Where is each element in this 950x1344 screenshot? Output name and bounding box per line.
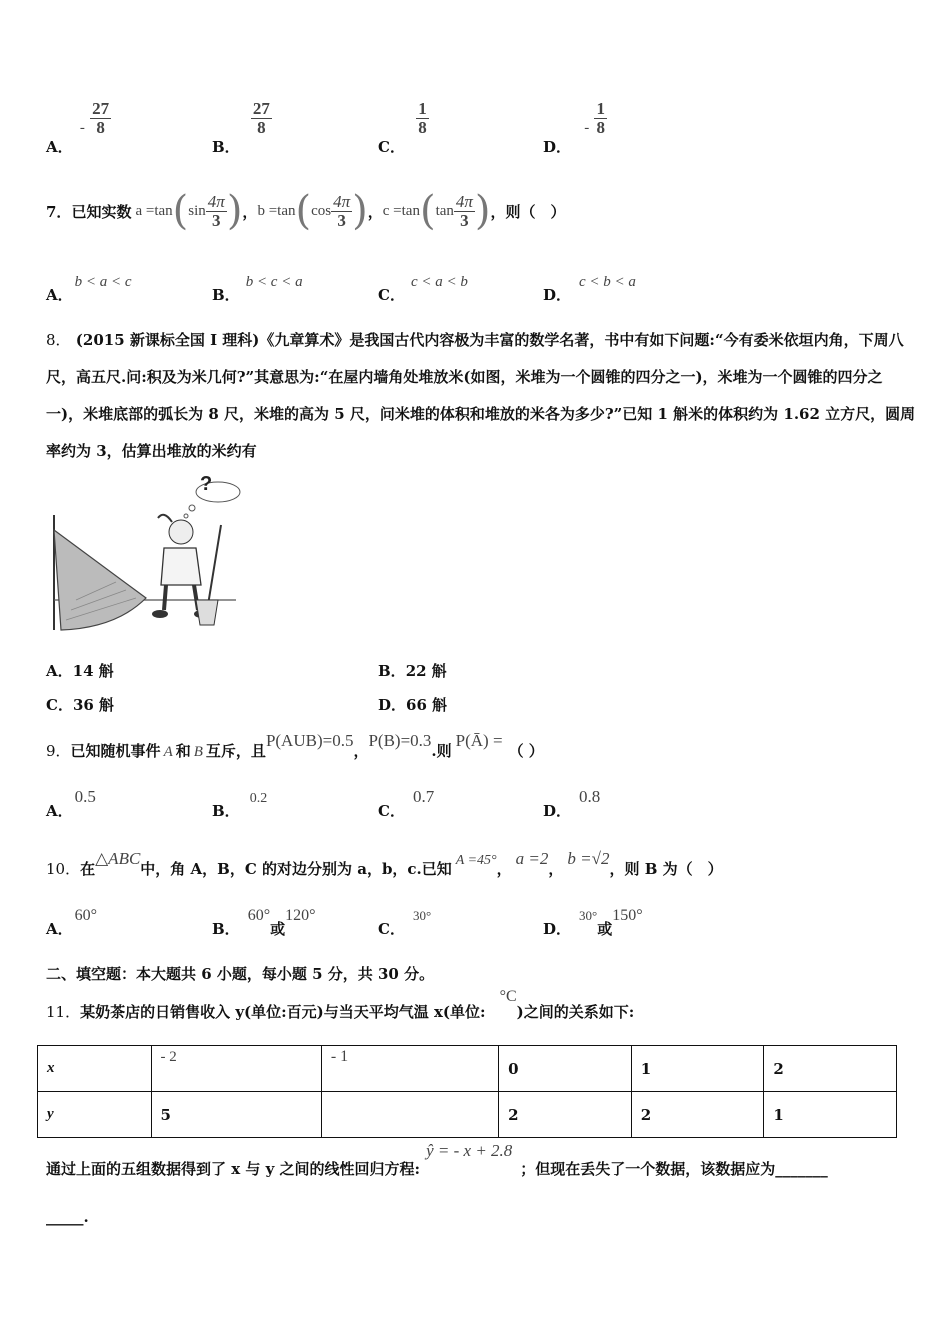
shovel-blade [196, 600, 218, 625]
q6-option-c: C． $\frac{1}{8}$ [378, 99, 427, 157]
table-cell: 2 [764, 1046, 897, 1092]
table-row [38, 1046, 897, 1092]
table-row [38, 1092, 897, 1138]
q6-option-b: B． $\frac{27}{8}$ [212, 99, 270, 157]
table-cell: 1 [631, 1046, 764, 1092]
q8-option-a: A．14 斛 [46, 662, 114, 680]
q7-option-d: D．c < b < a [543, 274, 636, 304]
q10-option-a: A．60° [46, 907, 98, 938]
q10-option-b: B．60°或120° [212, 907, 316, 938]
table-header-x: x [38, 1046, 152, 1092]
table-header-y: y [38, 1092, 152, 1138]
q7-option-b: B．b < c < a [212, 274, 303, 304]
q6-a-fraction: $\frac{27}{8}$ [92, 99, 110, 137]
q10-option-c: C．30° [378, 908, 432, 938]
table-cell: 2 [499, 1092, 632, 1138]
q6-option-d: D． - $\frac{1}{8}$ [543, 99, 605, 157]
q7-stem: 7． 已知实数 a =tan ( sin $\frac{4\pi}{3}$ ) ， b =tan ( cos $\frac{4\pi}{3}$ ) ， c =tan ( tan $\frac{4\pi}{3}$ ) ，则（ ） [46, 188, 566, 234]
table-cell: 5 [151, 1092, 321, 1138]
q9-stem: 9．已知随机事件 A 和 B 互斥，且P(AUB)=0.5，P(B)=0.3.则P(Ā) =（ ） [46, 731, 544, 760]
question-mark-icon: ? [200, 473, 213, 495]
q10-option-d: D．30°或150° [543, 907, 643, 938]
section-heading: 二、填空题：本大题共 6 小题，每小题 5 分，共 30 分。 [46, 965, 435, 983]
q9-option-c: C．0.7 [378, 787, 435, 820]
q8-stem: 8． (2015 新课标全国 I 理科)《九章算术》是我国古代内容极为丰富的数学名著，书中有如下问题:“今有委米依垣内角，下周八尺，高五尺.问:积及为米几何?”其意思为:“在屋内墙角处堆放米(如图，米堆为一个圆锥的四分之一)，米堆为一个圆锥的四分之一)，米堆底部的弧长为 8 尺，米堆的高为 5 尺，问米堆的体积和堆放的米各为多少?”已知 1 斛米的体积约为 1.62 立方尺，圆周率约为 3，估算出堆放的米约有 [46, 331, 916, 460]
q11-regression-line: 通过上面的五组数据得到了 x 与 y 之间的线性回归方程:ŷ = - x + 2.8；但现在丢失了一个数据，该数据应为_______ [46, 1141, 828, 1178]
table-cell: 0 [499, 1046, 632, 1092]
q6-d-fraction: $\frac{1}{8}$ [596, 99, 605, 137]
q6-c-fraction: $\frac{1}{8}$ [418, 99, 427, 137]
data-table [37, 1045, 897, 1138]
q10-stem: 10．在△ABC中，角 A，B，C 的对边分别为 a，b，c.已知 A =45°，a =2，b =√2，则 B 为（ ） [46, 849, 723, 878]
q6-b-fraction: $\frac{27}{8}$ [252, 99, 270, 137]
q9-option-b: B．0.2 [212, 791, 268, 820]
q9-option-a: A．0.5 [46, 787, 96, 820]
q8-option-b: B．22 斛 [378, 662, 447, 680]
shovel-handle [208, 525, 221, 605]
q8-option-c: C．36 斛 [46, 696, 115, 714]
q8-option-d: D．66 斛 [378, 696, 448, 714]
rice-pile-figure [46, 470, 246, 635]
table-cell: - 2 [151, 1046, 321, 1092]
q9-option-d: D．0.8 [543, 787, 601, 820]
person-body [161, 548, 201, 585]
q7-option-c: C．c < a < b [378, 274, 468, 304]
q11-stem: 11．某奶茶店的日销售收入 y(单位:百元)与当天平均气温 x(单位:°C)之间的关系如下: [46, 988, 635, 1021]
q11-answer-blank: _____. [46, 1208, 89, 1226]
person-head [169, 520, 193, 544]
table-cell [321, 1092, 498, 1138]
table-cell: 1 [764, 1092, 897, 1138]
cone-pile [54, 530, 146, 630]
q7-option-a: A．b < a < c [46, 274, 132, 304]
q6-option-a: A． - $\frac{27}{8}$ [46, 99, 110, 157]
table-cell: 2 [631, 1092, 764, 1138]
table-cell: - 1 [321, 1046, 498, 1092]
